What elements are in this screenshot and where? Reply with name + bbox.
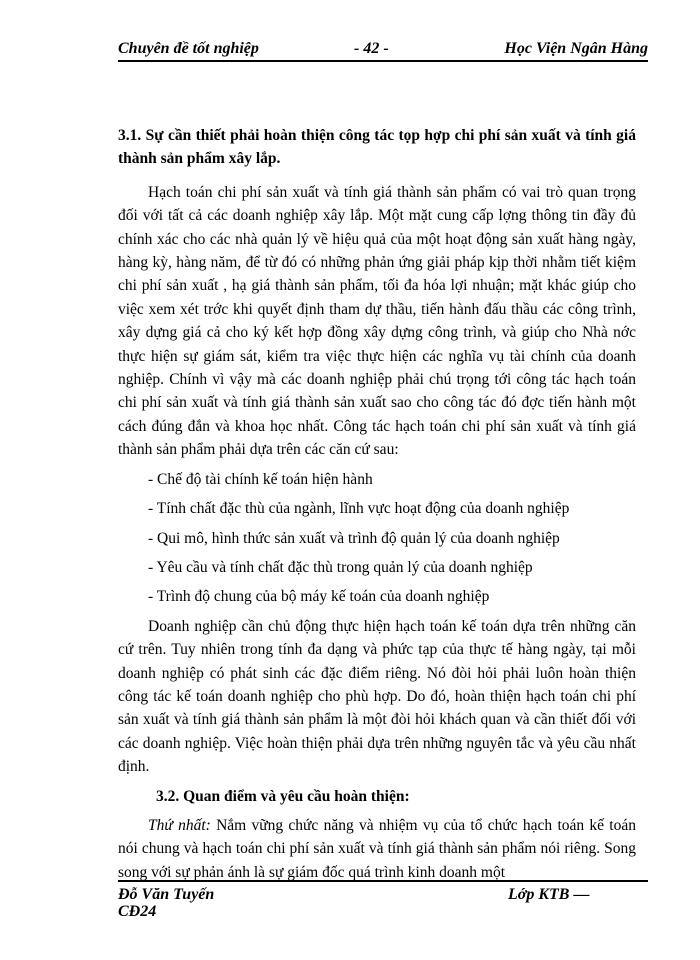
footer-author: Đỗ Văn Tuyến bbox=[118, 886, 215, 903]
footer-author-block bbox=[118, 886, 214, 920]
page-footer bbox=[118, 880, 648, 920]
paragraph-text: Nắm vững chức năng và nhiệm vụ của tổ chức hạch toán kế toán nói chung và hạch toán chi phí sản xuất và tính giá thành sản phẩm nói riêng. Song song với sự phản ánh là sự giám đốc quá trình kinh doanh một bbox=[118, 816, 636, 881]
section-3-1-paragraph-2: Doanh nghiệp cần chủ động thực hiện hạch toán kế toán dựa trên những căn cứ trên. Tuy nhiên trong tính đa dạng và phức tạp của thực tế hàng ngày, tại mỗi doanh nghiệp có phát sinh các đặc điểm riêng. Nó đòi hỏi phải luôn hoàn thiện công tác kế toán doanh nghiệp cho phù hợp. Do đó, hoàn thiện hạch toán chi phí sản xuất và tính giá thành sản phẩm là một đòi hỏi khách quan và cần thiết đối với các doanh nghiệp. Việc hoàn thiện phải dựa trên những nguyên tắc và yêu cầu nhất định. bbox=[118, 617, 636, 776]
paragraph-lead: Thứ nhất: bbox=[148, 816, 211, 834]
header-document-title: Chuyên đề tốt nghiệp bbox=[118, 40, 259, 57]
section-3-1-heading: 3.1. Sự cần thiết phải hoàn thiện công tác tọp hợp chi phí sản xuất và tính giá thành sản phẩm xây lắp. bbox=[118, 127, 636, 168]
page-header bbox=[118, 36, 648, 62]
section-3-1-paragraph-1: Hạch toán chi phí sản xuất và tính giá thành sản phẩm có vai trò quan trọng đối với tất cả các doanh nghiệp xây lắp. Một mặt cung cấp lợng thông tin đầy đủ chính xác cho các nhà quản lý về hiệu quả của một hoạt động sản xuất hàng ngày, hàng kỳ, hàng năm, để từ đó có những phản ứng giải pháp kịp thời nhằm tiết kiệm chi phí sản xuất , hạ giá thành sản phẩm, tối đa hóa lợi nhuận; mặt khác giúp cho việc xem xét trớc khi quyết định tham dự thầu, tiến hành đấu thầu các công trình, xây dựng giá cả cho ký kết hợp đồng xây dựng công trình, và giúp cho Nhà nớc thực hiện sự giám sát, kiểm tra việc thực hiện các nghĩa vụ tài chính của doanh nghiệp. Chính vì vậy mà các doanh nghiệp phải chú trọng tới công tác hạch toán chi phí sản xuất và tính giá thành sản xuất sao cho công tác đó đợc tiến hành một cách đúng đắn và khoa học nhất. Công tác hạch toán chi phí sản xuất và tính giá thành sản phẩm phải dựa trên các căn cứ sau: bbox=[118, 183, 636, 459]
header-institution: Học Viện Ngân Hàng bbox=[504, 40, 648, 57]
list-item: - Yêu cầu và tính chất đặc thù trong quản lý của doanh nghiệp bbox=[148, 558, 533, 576]
footer-class-code: CĐ24 bbox=[118, 903, 157, 920]
list-item: - Trình độ chung của bộ máy kế toán của doanh nghiệp bbox=[148, 588, 490, 606]
list-item: - Tính chất đặc thù của ngành, lĩnh vực hoạt động của doanh nghiệp bbox=[148, 500, 570, 518]
page-body bbox=[118, 124, 636, 884]
list-item: - Chế độ tài chính kế toán hiện hành bbox=[148, 470, 373, 488]
list-item: - Qui mô, hình thức sản xuất và trình độ quản lý của doanh nghiệp bbox=[148, 529, 560, 547]
footer-class-label: Lớp KTB — bbox=[508, 886, 590, 903]
section-3-2-heading: 3.2. Quan điểm và yêu cầu hoàn thiện: bbox=[156, 787, 410, 805]
header-page-number: - 42 - bbox=[354, 40, 389, 57]
section-3-2-paragraph-1 bbox=[118, 814, 636, 884]
